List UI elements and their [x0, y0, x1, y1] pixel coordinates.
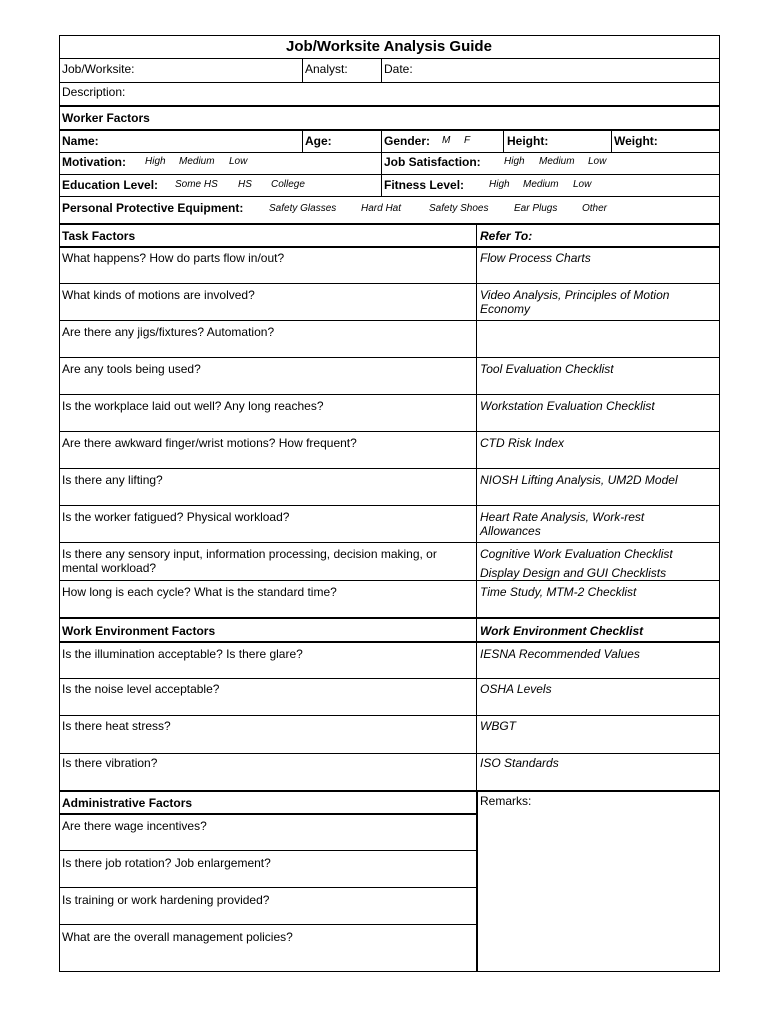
gender-option-m[interactable]: M: [442, 135, 451, 146]
divider: [59, 678, 720, 679]
divider: [59, 505, 720, 506]
divider: [381, 152, 382, 174]
divider: [59, 790, 720, 792]
divider: [59, 468, 720, 469]
environment-checklist-heading: Work Environment Checklist: [480, 624, 644, 638]
task-reference: Video Analysis, Principles of Motion Economy: [480, 288, 670, 316]
divider: [59, 715, 720, 716]
environment-reference: OSHA Levels: [480, 682, 552, 696]
divider: [59, 82, 720, 83]
divider: [59, 105, 720, 107]
ppe-option-other[interactable]: Other: [582, 203, 608, 214]
environment-reference: WBGT: [480, 719, 516, 733]
environment-question: Is the noise level acceptable?: [62, 682, 220, 696]
task-reference: CTD Risk Index: [480, 436, 565, 450]
divider: [381, 174, 382, 196]
divider: [59, 641, 720, 643]
divider: [59, 58, 720, 59]
education-option-some-hs[interactable]: Some HS: [175, 179, 218, 190]
date-label: Date:: [384, 62, 413, 76]
job-satisfaction-option-low[interactable]: Low: [588, 156, 607, 167]
administrative-question: Are there wage incentives?: [62, 819, 207, 833]
gender-label: Gender:: [384, 134, 431, 148]
administrative-question: What are the overall management policies?: [62, 930, 293, 944]
task-reference-secondary: Display Design and GUI Checklists: [480, 566, 667, 580]
job-worksite-label: Job/Worksite:: [62, 62, 135, 76]
administrative-question: Is there job rotation? Job enlargement?: [62, 856, 271, 870]
task-reference: Flow Process Charts: [480, 251, 591, 265]
fitness-option-high[interactable]: High: [489, 179, 510, 190]
fitness-label: Fitness Level:: [384, 178, 465, 192]
environment-reference: ISO Standards: [480, 756, 559, 770]
motivation-option-medium[interactable]: Medium: [179, 156, 215, 167]
ppe-option-ear-plugs[interactable]: Ear Plugs: [514, 203, 558, 214]
description-label: Description:: [62, 85, 126, 99]
task-question: Are any tools being used?: [62, 362, 201, 376]
divider: [59, 813, 477, 815]
motivation-label: Motivation:: [62, 155, 126, 169]
task-question: What happens? How do parts flow in/out?: [62, 251, 285, 265]
divider: [476, 618, 477, 791]
task-question: Is the workplace laid out well? Any long reaches?: [62, 399, 324, 413]
task-question: Are there awkward finger/wrist motions? How frequent?: [62, 436, 357, 450]
task-reference: Workstation Evaluation Checklist: [480, 399, 655, 413]
divider: [381, 58, 382, 82]
divider: [59, 753, 720, 754]
divider: [381, 130, 382, 152]
task-reference: Cognitive Work Evaluation Checklist: [480, 547, 673, 561]
divider: [59, 431, 720, 432]
divider: [59, 357, 720, 358]
divider: [59, 394, 720, 395]
education-option-college[interactable]: College: [271, 179, 305, 190]
ppe-option-safety-shoes[interactable]: Safety Shoes: [429, 203, 489, 214]
education-label: Education Level:: [62, 178, 159, 192]
task-factors-heading: Task Factors: [62, 229, 136, 243]
divider: [476, 791, 478, 972]
job-satisfaction-label: Job Satisfaction:: [384, 155, 481, 169]
divider: [59, 887, 477, 888]
refer-to-heading: Refer To:: [480, 229, 533, 243]
divider: [59, 850, 477, 851]
job-satisfaction-option-high[interactable]: High: [504, 156, 525, 167]
motivation-option-low[interactable]: Low: [229, 156, 248, 167]
task-question: Is there any sensory input, information processing, decision making, or mental workload?: [62, 547, 437, 575]
divider: [59, 580, 720, 581]
task-question: Are there any jigs/fixtures? Automation?: [62, 325, 275, 339]
environment-factors-heading: Work Environment Factors: [62, 624, 216, 638]
divider: [59, 223, 720, 225]
ppe-label: Personal Protective Equipment:: [62, 201, 244, 215]
ppe-option-safety-glasses[interactable]: Safety Glasses: [269, 203, 337, 214]
education-option-hs[interactable]: HS: [238, 179, 252, 190]
divider: [59, 320, 720, 321]
job-satisfaction-option-medium[interactable]: Medium: [539, 156, 575, 167]
fitness-option-low[interactable]: Low: [573, 179, 592, 190]
gender-option-f[interactable]: F: [464, 135, 471, 146]
task-reference: Tool Evaluation Checklist: [480, 362, 614, 376]
administrative-question: Is training or work hardening provided?: [62, 893, 270, 907]
divider: [59, 152, 720, 153]
weight-label: Weight:: [614, 134, 658, 148]
environment-question: Is there heat stress?: [62, 719, 171, 733]
divider: [59, 246, 720, 248]
divider: [59, 924, 477, 925]
motivation-option-high[interactable]: High: [145, 156, 166, 167]
divider: [302, 58, 303, 82]
page-title: Job/Worksite Analysis Guide: [286, 38, 492, 55]
task-reference: Heart Rate Analysis, Work-rest Allowances: [480, 510, 645, 538]
environment-question: Is there vibration?: [62, 756, 158, 770]
divider: [302, 130, 303, 152]
remarks-label: Remarks:: [480, 794, 532, 808]
divider: [611, 130, 612, 152]
height-label: Height:: [507, 134, 549, 148]
task-reference: Time Study, MTM-2 Checklist: [480, 585, 637, 599]
task-question: Is the worker fatigued? Physical workload?: [62, 510, 290, 524]
divider: [59, 174, 720, 175]
administrative-factors-heading: Administrative Factors: [62, 796, 193, 810]
divider: [59, 542, 720, 543]
analyst-label: Analyst:: [305, 62, 348, 76]
divider: [59, 283, 720, 284]
divider: [59, 617, 720, 619]
fitness-option-medium[interactable]: Medium: [523, 179, 559, 190]
worker-factors-heading: Worker Factors: [62, 111, 150, 125]
task-question: How long is each cycle? What is the standard time?: [62, 585, 337, 599]
divider: [59, 196, 720, 197]
task-question: Is there any lifting?: [62, 473, 163, 487]
divider: [503, 130, 504, 152]
task-question: What kinds of motions are involved?: [62, 288, 255, 302]
task-reference: NIOSH Lifting Analysis, UM2D Model: [480, 473, 678, 487]
environment-reference: IESNA Recommended Values: [480, 647, 640, 661]
age-label: Age:: [305, 134, 332, 148]
environment-question: Is the illumination acceptable? Is there glare?: [62, 647, 303, 661]
name-label: Name:: [62, 134, 99, 148]
ppe-option-hard-hat[interactable]: Hard Hat: [361, 203, 402, 214]
divider: [59, 129, 720, 131]
